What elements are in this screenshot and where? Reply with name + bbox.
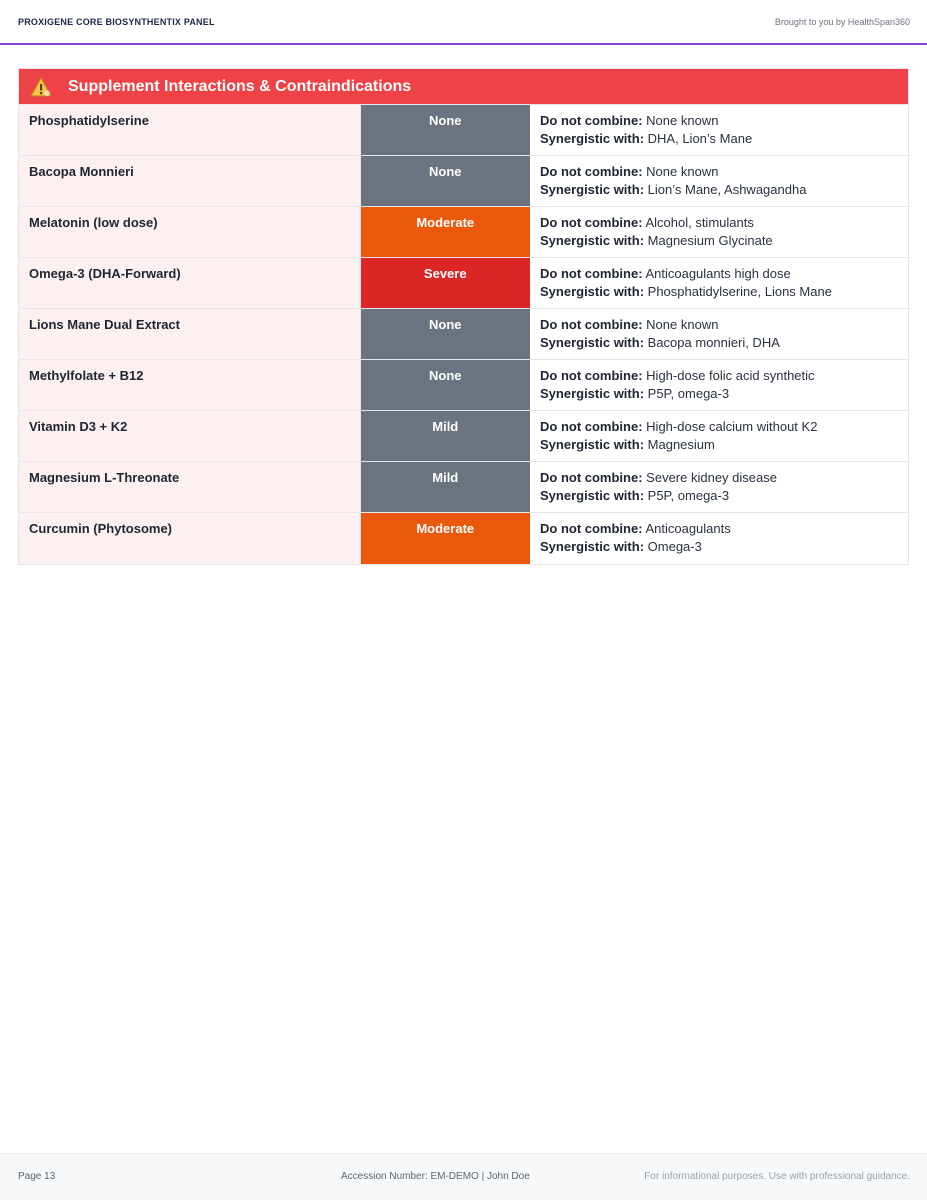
interaction-notes [530, 105, 908, 156]
do-not-combine-value: Severe kidney disease [646, 470, 777, 485]
do-not-combine-line [540, 112, 898, 130]
do-not-combine-value: None known [646, 317, 719, 332]
synergistic-value: P5P, omega-3 [647, 386, 730, 401]
severity-badge: None [360, 105, 530, 156]
table-row [19, 207, 908, 258]
synergistic-label: Synergistic with: [540, 335, 645, 350]
synergistic-value: DHA, Lion’s Mane [647, 131, 753, 146]
table-row [19, 513, 908, 564]
header-byline: Brought to you by HealthSpan360 [774, 16, 910, 27]
synergistic-label: Synergistic with: [540, 284, 645, 299]
do-not-combine-value: High-dose calcium without K2 [646, 419, 818, 434]
do-not-combine-label: Do not combine: [540, 368, 643, 383]
do-not-combine-line [540, 520, 898, 538]
interaction-notes [530, 462, 908, 513]
severity-badge: Mild [360, 411, 530, 462]
synergistic-label: Synergistic with: [540, 131, 645, 146]
synergistic-label: Synergistic with: [540, 539, 645, 554]
interaction-notes [530, 207, 908, 258]
severity-badge: None [360, 309, 530, 360]
synergistic-value: Magnesium Glycinate [647, 233, 773, 248]
supplement-name: Melatonin (low dose) [19, 207, 360, 258]
synergistic-line [540, 538, 898, 556]
supplement-name: Vitamin D3 + K2 [19, 411, 360, 462]
interaction-notes [530, 360, 908, 411]
page-number: Page 13 [18, 1171, 56, 1182]
synergistic-value: Lion’s Mane, Ashwagandha [647, 182, 807, 197]
interactions-panel [18, 68, 909, 565]
do-not-combine-label: Do not combine: [540, 419, 643, 434]
supplement-name: Bacopa Monnieri [19, 156, 360, 207]
synergistic-label: Synergistic with: [540, 233, 645, 248]
do-not-combine-value: None known [646, 113, 719, 128]
table-row [19, 258, 908, 309]
supplement-name: Omega-3 (DHA-Forward) [19, 258, 360, 309]
do-not-combine-value: Alcohol, stimulants [645, 215, 754, 230]
warning-triangle-icon [30, 77, 52, 97]
synergistic-label: Synergistic with: [540, 488, 645, 503]
footer-disclaimer: For informational purposes. Use with professional guidance. [644, 1171, 910, 1182]
do-not-combine-label: Do not combine: [540, 266, 643, 281]
table-row [19, 360, 908, 411]
table-row [19, 462, 908, 513]
interaction-notes [530, 309, 908, 360]
table-row [19, 105, 908, 156]
severity-badge: Severe [360, 258, 530, 309]
severity-badge: None [360, 156, 530, 207]
supplement-name: Curcumin (Phytosome) [19, 513, 360, 564]
do-not-combine-line [540, 214, 898, 232]
synergistic-line [540, 334, 898, 352]
do-not-combine-label: Do not combine: [540, 317, 643, 332]
do-not-combine-value: None known [646, 164, 719, 179]
do-not-combine-line [540, 418, 898, 436]
synergistic-line [540, 283, 898, 301]
severity-badge: Moderate [360, 207, 530, 258]
do-not-combine-label: Do not combine: [540, 470, 643, 485]
page-header [0, 0, 927, 45]
interactions-table [19, 104, 908, 564]
do-not-combine-line [540, 469, 898, 487]
panel-title-bar [19, 69, 908, 104]
panel-brand-title: PROXIGENE CORE BIOSYNTHENTIX PANEL [18, 16, 215, 27]
table-row [19, 309, 908, 360]
supplement-name: Methylfolate + B12 [19, 360, 360, 411]
table-row [19, 411, 908, 462]
synergistic-label: Synergistic with: [540, 437, 645, 452]
synergistic-line [540, 436, 898, 454]
interaction-notes [530, 513, 908, 564]
interaction-notes [530, 258, 908, 309]
severity-badge: Moderate [360, 513, 530, 564]
interaction-notes [530, 156, 908, 207]
do-not-combine-label: Do not combine: [540, 113, 643, 128]
synergistic-line [540, 181, 898, 199]
panel-title: Supplement Interactions & Contraindications [68, 77, 412, 95]
synergistic-line [540, 487, 898, 505]
synergistic-line [540, 385, 898, 403]
do-not-combine-line [540, 367, 898, 385]
do-not-combine-label: Do not combine: [540, 215, 643, 230]
synergistic-value: Magnesium [647, 437, 715, 452]
severity-badge: Mild [360, 462, 530, 513]
synergistic-label: Synergistic with: [540, 386, 645, 401]
do-not-combine-value: Anticoagulants [645, 521, 731, 536]
do-not-combine-line [540, 265, 898, 283]
accession-number: Accession Number: EM-DEMO | John Doe [341, 1171, 530, 1182]
synergistic-value: P5P, omega-3 [647, 488, 730, 503]
synergistic-value: Bacopa monnieri, DHA [647, 335, 780, 350]
do-not-combine-value: Anticoagulants high dose [645, 266, 791, 281]
do-not-combine-line [540, 163, 898, 181]
synergistic-value: Omega-3 [647, 539, 702, 554]
page-footer [0, 1153, 927, 1200]
table-row [19, 156, 908, 207]
supplement-name: Phosphatidylserine [19, 105, 360, 156]
do-not-combine-line [540, 316, 898, 334]
do-not-combine-label: Do not combine: [540, 521, 643, 536]
supplement-name: Magnesium L-Threonate [19, 462, 360, 513]
synergistic-line [540, 130, 898, 148]
interaction-notes [530, 411, 908, 462]
do-not-combine-value: High-dose folic acid synthetic [646, 368, 815, 383]
synergistic-line [540, 232, 898, 250]
do-not-combine-label: Do not combine: [540, 164, 643, 179]
supplement-name: Lions Mane Dual Extract [19, 309, 360, 360]
severity-badge: None [360, 360, 530, 411]
synergistic-value: Phosphatidylserine, Lions Mane [647, 284, 832, 299]
synergistic-label: Synergistic with: [540, 182, 645, 197]
